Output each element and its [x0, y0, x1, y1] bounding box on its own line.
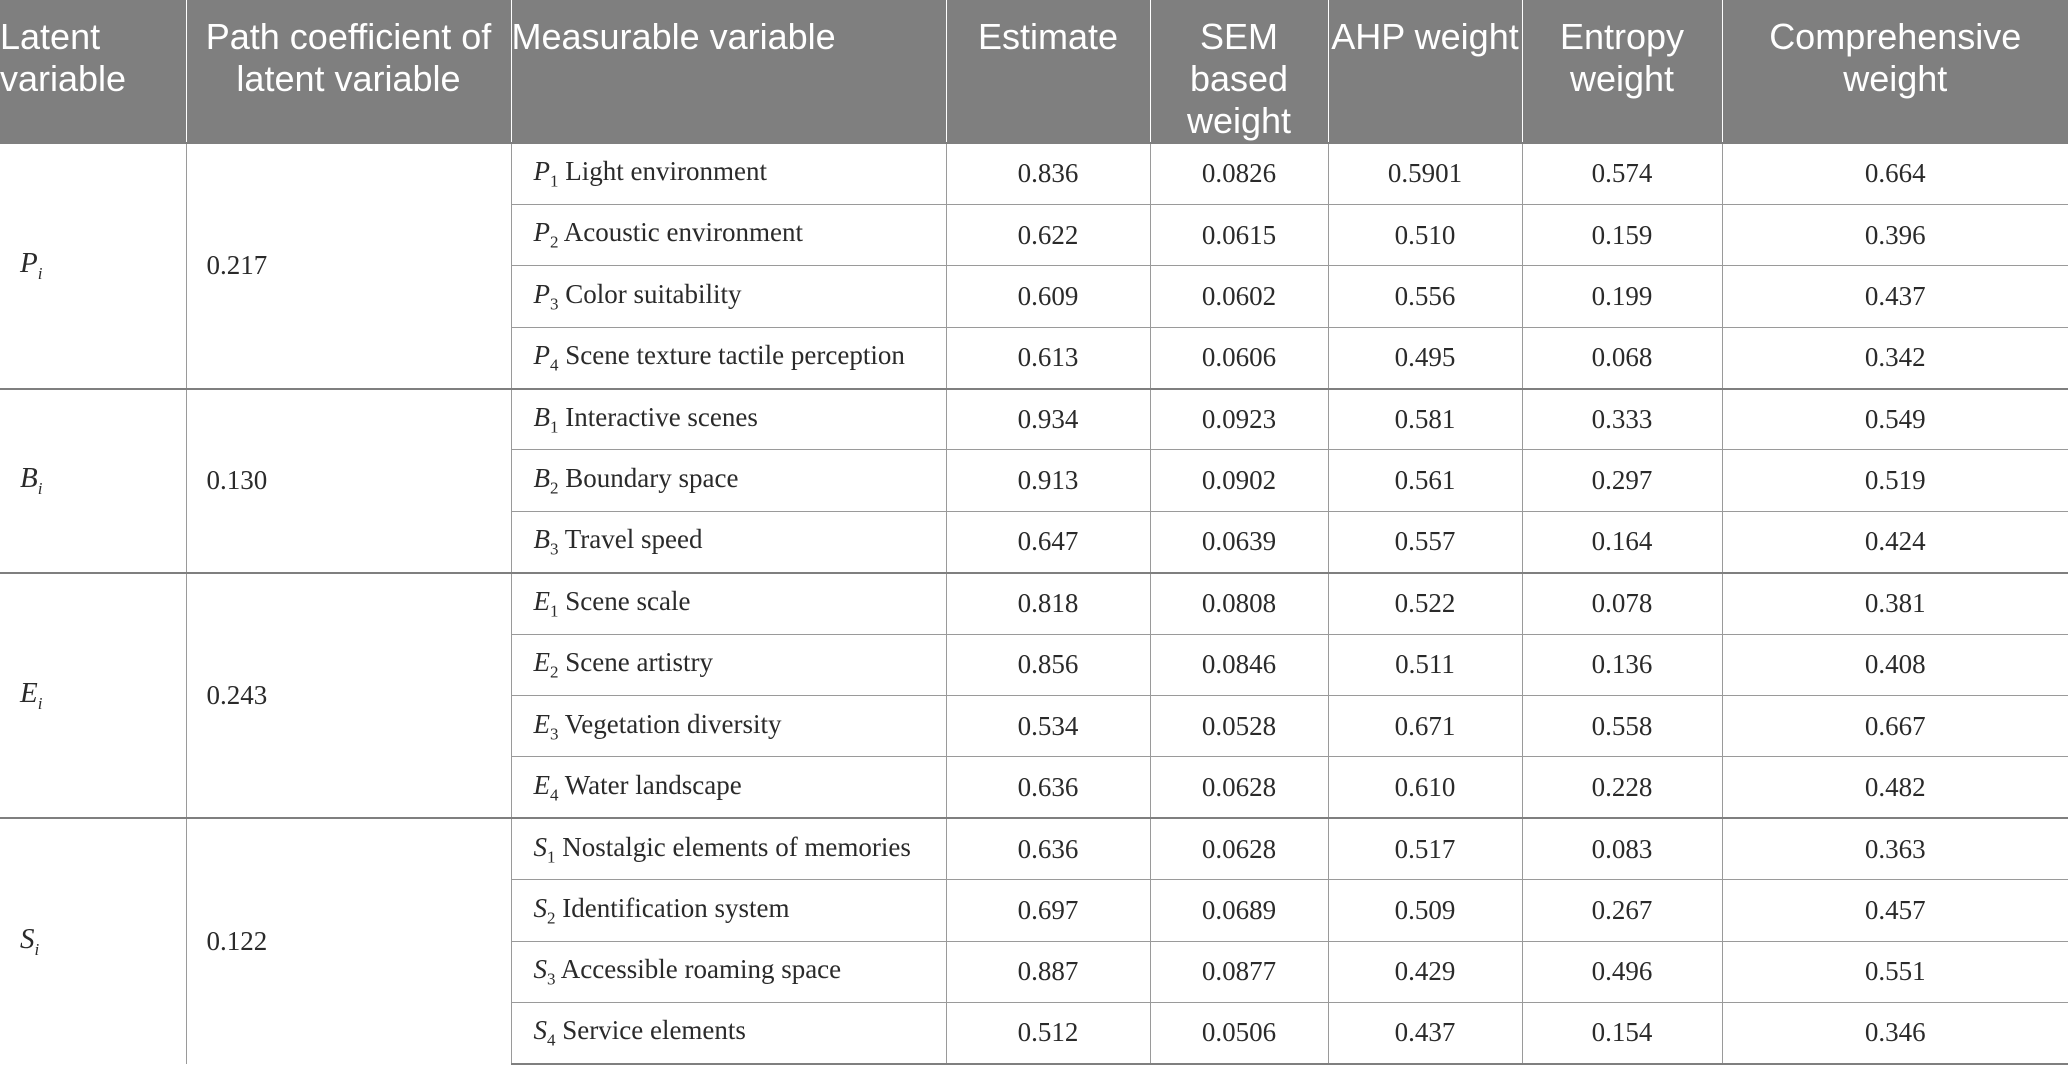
measurable-variable-cell — [511, 389, 946, 450]
measurable-index: 4 — [550, 355, 559, 375]
measurable-symbol: P — [533, 339, 550, 370]
entropy-weight-cell: 0.136 — [1522, 634, 1722, 695]
latent-symbol: E — [20, 677, 38, 710]
ahp-weight-cell: 0.610 — [1328, 757, 1522, 818]
sem-weight-cell: 0.0902 — [1150, 450, 1328, 511]
measurable-name: Nostalgic elements of memories — [562, 831, 911, 862]
comprehensive-weight-cell: 0.381 — [1722, 573, 2068, 634]
measurable-symbol: E — [533, 647, 550, 678]
measurable-name: Accessible roaming space — [560, 954, 842, 985]
estimate-cell: 0.887 — [946, 941, 1150, 1002]
sem-weight-cell: 0.0606 — [1150, 327, 1328, 388]
estimate-cell: 0.647 — [946, 511, 1150, 572]
measurable-index: 2 — [550, 478, 559, 498]
measurable-symbol: P — [533, 217, 550, 248]
latent-symbol: B — [20, 462, 38, 495]
header-sem-weight: SEM based weight — [1150, 0, 1328, 143]
measurable-symbol: S — [533, 892, 547, 923]
entropy-weight-cell: 0.078 — [1522, 573, 1722, 634]
latent-subscript: i — [37, 264, 43, 284]
latent-variable-cell — [0, 143, 186, 389]
sem-weight-cell: 0.0528 — [1150, 696, 1328, 757]
comprehensive-weight-cell: 0.457 — [1722, 880, 2068, 941]
ahp-weight-cell: 0.510 — [1328, 204, 1522, 265]
measurable-name: Color suitability — [565, 278, 742, 309]
table-body — [0, 143, 2068, 1064]
measurable-variable-cell — [511, 266, 946, 327]
measurable-symbol: B — [533, 401, 550, 432]
ahp-weight-cell: 0.556 — [1328, 266, 1522, 327]
header-measurable-variable: Measurable variable — [511, 0, 946, 143]
estimate-cell: 0.622 — [946, 204, 1150, 265]
latent-variable-cell — [0, 389, 186, 573]
comprehensive-weight-cell: 0.664 — [1722, 143, 2068, 204]
measurable-index: 1 — [547, 846, 556, 866]
estimate-cell: 0.609 — [946, 266, 1150, 327]
measurable-symbol: E — [533, 708, 550, 739]
comprehensive-weight-cell: 0.346 — [1722, 1002, 2068, 1063]
sem-weight-cell: 0.0639 — [1150, 511, 1328, 572]
measurable-symbol: E — [533, 585, 550, 616]
measurable-symbol: P — [533, 278, 550, 309]
sem-weight-cell: 0.0602 — [1150, 266, 1328, 327]
header-entropy-weight: Entropy weight — [1522, 0, 1722, 143]
ahp-weight-cell: 0.581 — [1328, 389, 1522, 450]
measurable-index: 2 — [547, 908, 556, 928]
ahp-weight-cell: 0.522 — [1328, 573, 1522, 634]
measurable-variable-cell — [511, 450, 946, 511]
path-coefficient-cell: 0.122 — [186, 818, 511, 1064]
latent-subscript: i — [37, 479, 43, 499]
ahp-weight-cell: 0.517 — [1328, 818, 1522, 879]
measurable-index: 3 — [547, 969, 556, 989]
sem-weight-cell: 0.0628 — [1150, 757, 1328, 818]
latent-variable-cell — [0, 818, 186, 1064]
measurable-symbol: S — [533, 1015, 547, 1046]
measurable-symbol: E — [533, 769, 550, 800]
comprehensive-weight-cell: 0.667 — [1722, 696, 2068, 757]
measurable-name: Water landscape — [564, 769, 742, 800]
comprehensive-weight-cell: 0.424 — [1722, 511, 2068, 572]
measurable-variable-cell — [511, 1002, 946, 1063]
entropy-weight-cell: 0.297 — [1522, 450, 1722, 511]
entropy-weight-cell: 0.228 — [1522, 757, 1722, 818]
entropy-weight-cell: 0.496 — [1522, 941, 1722, 1002]
entropy-weight-cell: 0.333 — [1522, 389, 1722, 450]
measurable-index: 1 — [550, 417, 559, 437]
measurable-variable-cell — [511, 941, 946, 1002]
table-row — [0, 143, 2068, 204]
estimate-cell: 0.534 — [946, 696, 1150, 757]
measurable-name: Boundary space — [565, 462, 739, 493]
entropy-weight-cell: 0.267 — [1522, 880, 1722, 941]
sem-weight-cell: 0.0615 — [1150, 204, 1328, 265]
measurable-variable-cell — [511, 573, 946, 634]
measurable-name: Scene texture tactile perception — [565, 339, 905, 370]
ahp-weight-cell: 0.437 — [1328, 1002, 1522, 1063]
estimate-cell: 0.512 — [946, 1002, 1150, 1063]
measurable-variable-cell — [511, 143, 946, 204]
estimate-cell: 0.856 — [946, 634, 1150, 695]
estimate-cell: 0.613 — [946, 327, 1150, 388]
ahp-weight-cell: 0.561 — [1328, 450, 1522, 511]
estimate-cell: 0.636 — [946, 818, 1150, 879]
ahp-weight-cell: 0.5901 — [1328, 143, 1522, 204]
measurable-name: Service elements — [562, 1015, 746, 1046]
latent-subscript: i — [34, 939, 40, 959]
estimate-cell: 0.636 — [946, 757, 1150, 818]
ahp-weight-cell: 0.557 — [1328, 511, 1522, 572]
ahp-weight-cell: 0.511 — [1328, 634, 1522, 695]
comprehensive-weight-cell: 0.519 — [1722, 450, 2068, 511]
measurable-index: 2 — [550, 232, 559, 252]
ahp-weight-cell: 0.671 — [1328, 696, 1522, 757]
measurable-name: Identification system — [562, 892, 790, 923]
comprehensive-weight-cell: 0.549 — [1722, 389, 2068, 450]
ahp-weight-cell: 0.495 — [1328, 327, 1522, 388]
measurable-name: Scene scale — [565, 585, 691, 616]
path-coefficient-cell: 0.130 — [186, 389, 511, 573]
sem-weight-cell: 0.0846 — [1150, 634, 1328, 695]
measurable-index: 3 — [550, 539, 559, 559]
measurable-variable-cell — [511, 511, 946, 572]
measurable-name: Scene artistry — [565, 647, 713, 678]
measurable-symbol: P — [533, 156, 550, 187]
measurable-variable-cell — [511, 880, 946, 941]
measurable-symbol: S — [533, 954, 547, 985]
measurable-symbol: S — [533, 831, 547, 862]
measurable-variable-cell — [511, 818, 946, 879]
comprehensive-weight-cell: 0.551 — [1722, 941, 2068, 1002]
measurable-name: Interactive scenes — [565, 401, 758, 432]
comprehensive-weight-cell: 0.396 — [1722, 204, 2068, 265]
measurable-name: Travel speed — [564, 524, 703, 555]
header-path-coefficient: Path coefficient of latent variable — [186, 0, 511, 143]
table-row — [0, 389, 2068, 450]
measurable-variable-cell — [511, 696, 946, 757]
table-row — [0, 573, 2068, 634]
sem-weight-cell: 0.0877 — [1150, 941, 1328, 1002]
measurable-index: 3 — [550, 723, 559, 743]
measurable-name: Vegetation diversity — [564, 708, 782, 739]
measurable-index: 1 — [550, 601, 559, 621]
sem-weight-cell: 0.0923 — [1150, 389, 1328, 450]
header-row — [0, 0, 2068, 143]
estimate-cell: 0.913 — [946, 450, 1150, 511]
table-row — [0, 818, 2068, 879]
comprehensive-weight-cell: 0.482 — [1722, 757, 2068, 818]
sem-weight-cell: 0.0689 — [1150, 880, 1328, 941]
entropy-weight-cell: 0.199 — [1522, 266, 1722, 327]
sem-weight-cell: 0.0506 — [1150, 1002, 1328, 1063]
measurable-index: 1 — [550, 171, 559, 191]
sem-weight-cell: 0.0826 — [1150, 143, 1328, 204]
estimate-cell: 0.836 — [946, 143, 1150, 204]
path-coefficient-cell: 0.243 — [186, 573, 511, 819]
header-latent-variable: Latent variable — [0, 0, 186, 143]
comprehensive-weight-cell: 0.363 — [1722, 818, 2068, 879]
comprehensive-weight-cell: 0.437 — [1722, 266, 2068, 327]
header-estimate: Estimate — [946, 0, 1150, 143]
measurable-index: 3 — [550, 294, 559, 314]
measurable-name: Acoustic environment — [563, 217, 803, 248]
estimate-cell: 0.697 — [946, 880, 1150, 941]
sem-weight-cell: 0.0628 — [1150, 818, 1328, 879]
estimate-cell: 0.818 — [946, 573, 1150, 634]
header-ahp-weight: AHP weight — [1328, 0, 1522, 143]
ahp-weight-cell: 0.509 — [1328, 880, 1522, 941]
ahp-weight-cell: 0.429 — [1328, 941, 1522, 1002]
entropy-weight-cell: 0.164 — [1522, 511, 1722, 572]
entropy-weight-cell: 0.083 — [1522, 818, 1722, 879]
measurable-variable-cell — [511, 327, 946, 388]
header-comprehensive-weight: Comprehensive weight — [1722, 0, 2068, 143]
entropy-weight-cell: 0.068 — [1522, 327, 1722, 388]
latent-symbol: P — [20, 247, 38, 280]
latent-subscript: i — [37, 693, 43, 713]
estimate-cell: 0.934 — [946, 389, 1150, 450]
measurable-index: 4 — [550, 785, 559, 805]
latent-variable-cell — [0, 573, 186, 819]
measurable-variable-cell — [511, 757, 946, 818]
path-coefficient-cell: 0.217 — [186, 143, 511, 389]
measurable-symbol: B — [533, 524, 550, 555]
sem-weight-cell: 0.0808 — [1150, 573, 1328, 634]
comprehensive-weight-cell: 0.342 — [1722, 327, 2068, 388]
measurable-name: Light environment — [565, 156, 767, 187]
measurable-symbol: B — [533, 462, 550, 493]
comprehensive-weight-cell: 0.408 — [1722, 634, 2068, 695]
measurable-variable-cell — [511, 204, 946, 265]
entropy-weight-cell: 0.558 — [1522, 696, 1722, 757]
entropy-weight-cell: 0.574 — [1522, 143, 1722, 204]
entropy-weight-cell: 0.154 — [1522, 1002, 1722, 1063]
measurable-index: 4 — [547, 1030, 556, 1050]
measurable-variable-cell — [511, 634, 946, 695]
latent-symbol: S — [20, 923, 35, 956]
entropy-weight-cell: 0.159 — [1522, 204, 1722, 265]
measurable-index: 2 — [550, 662, 559, 682]
